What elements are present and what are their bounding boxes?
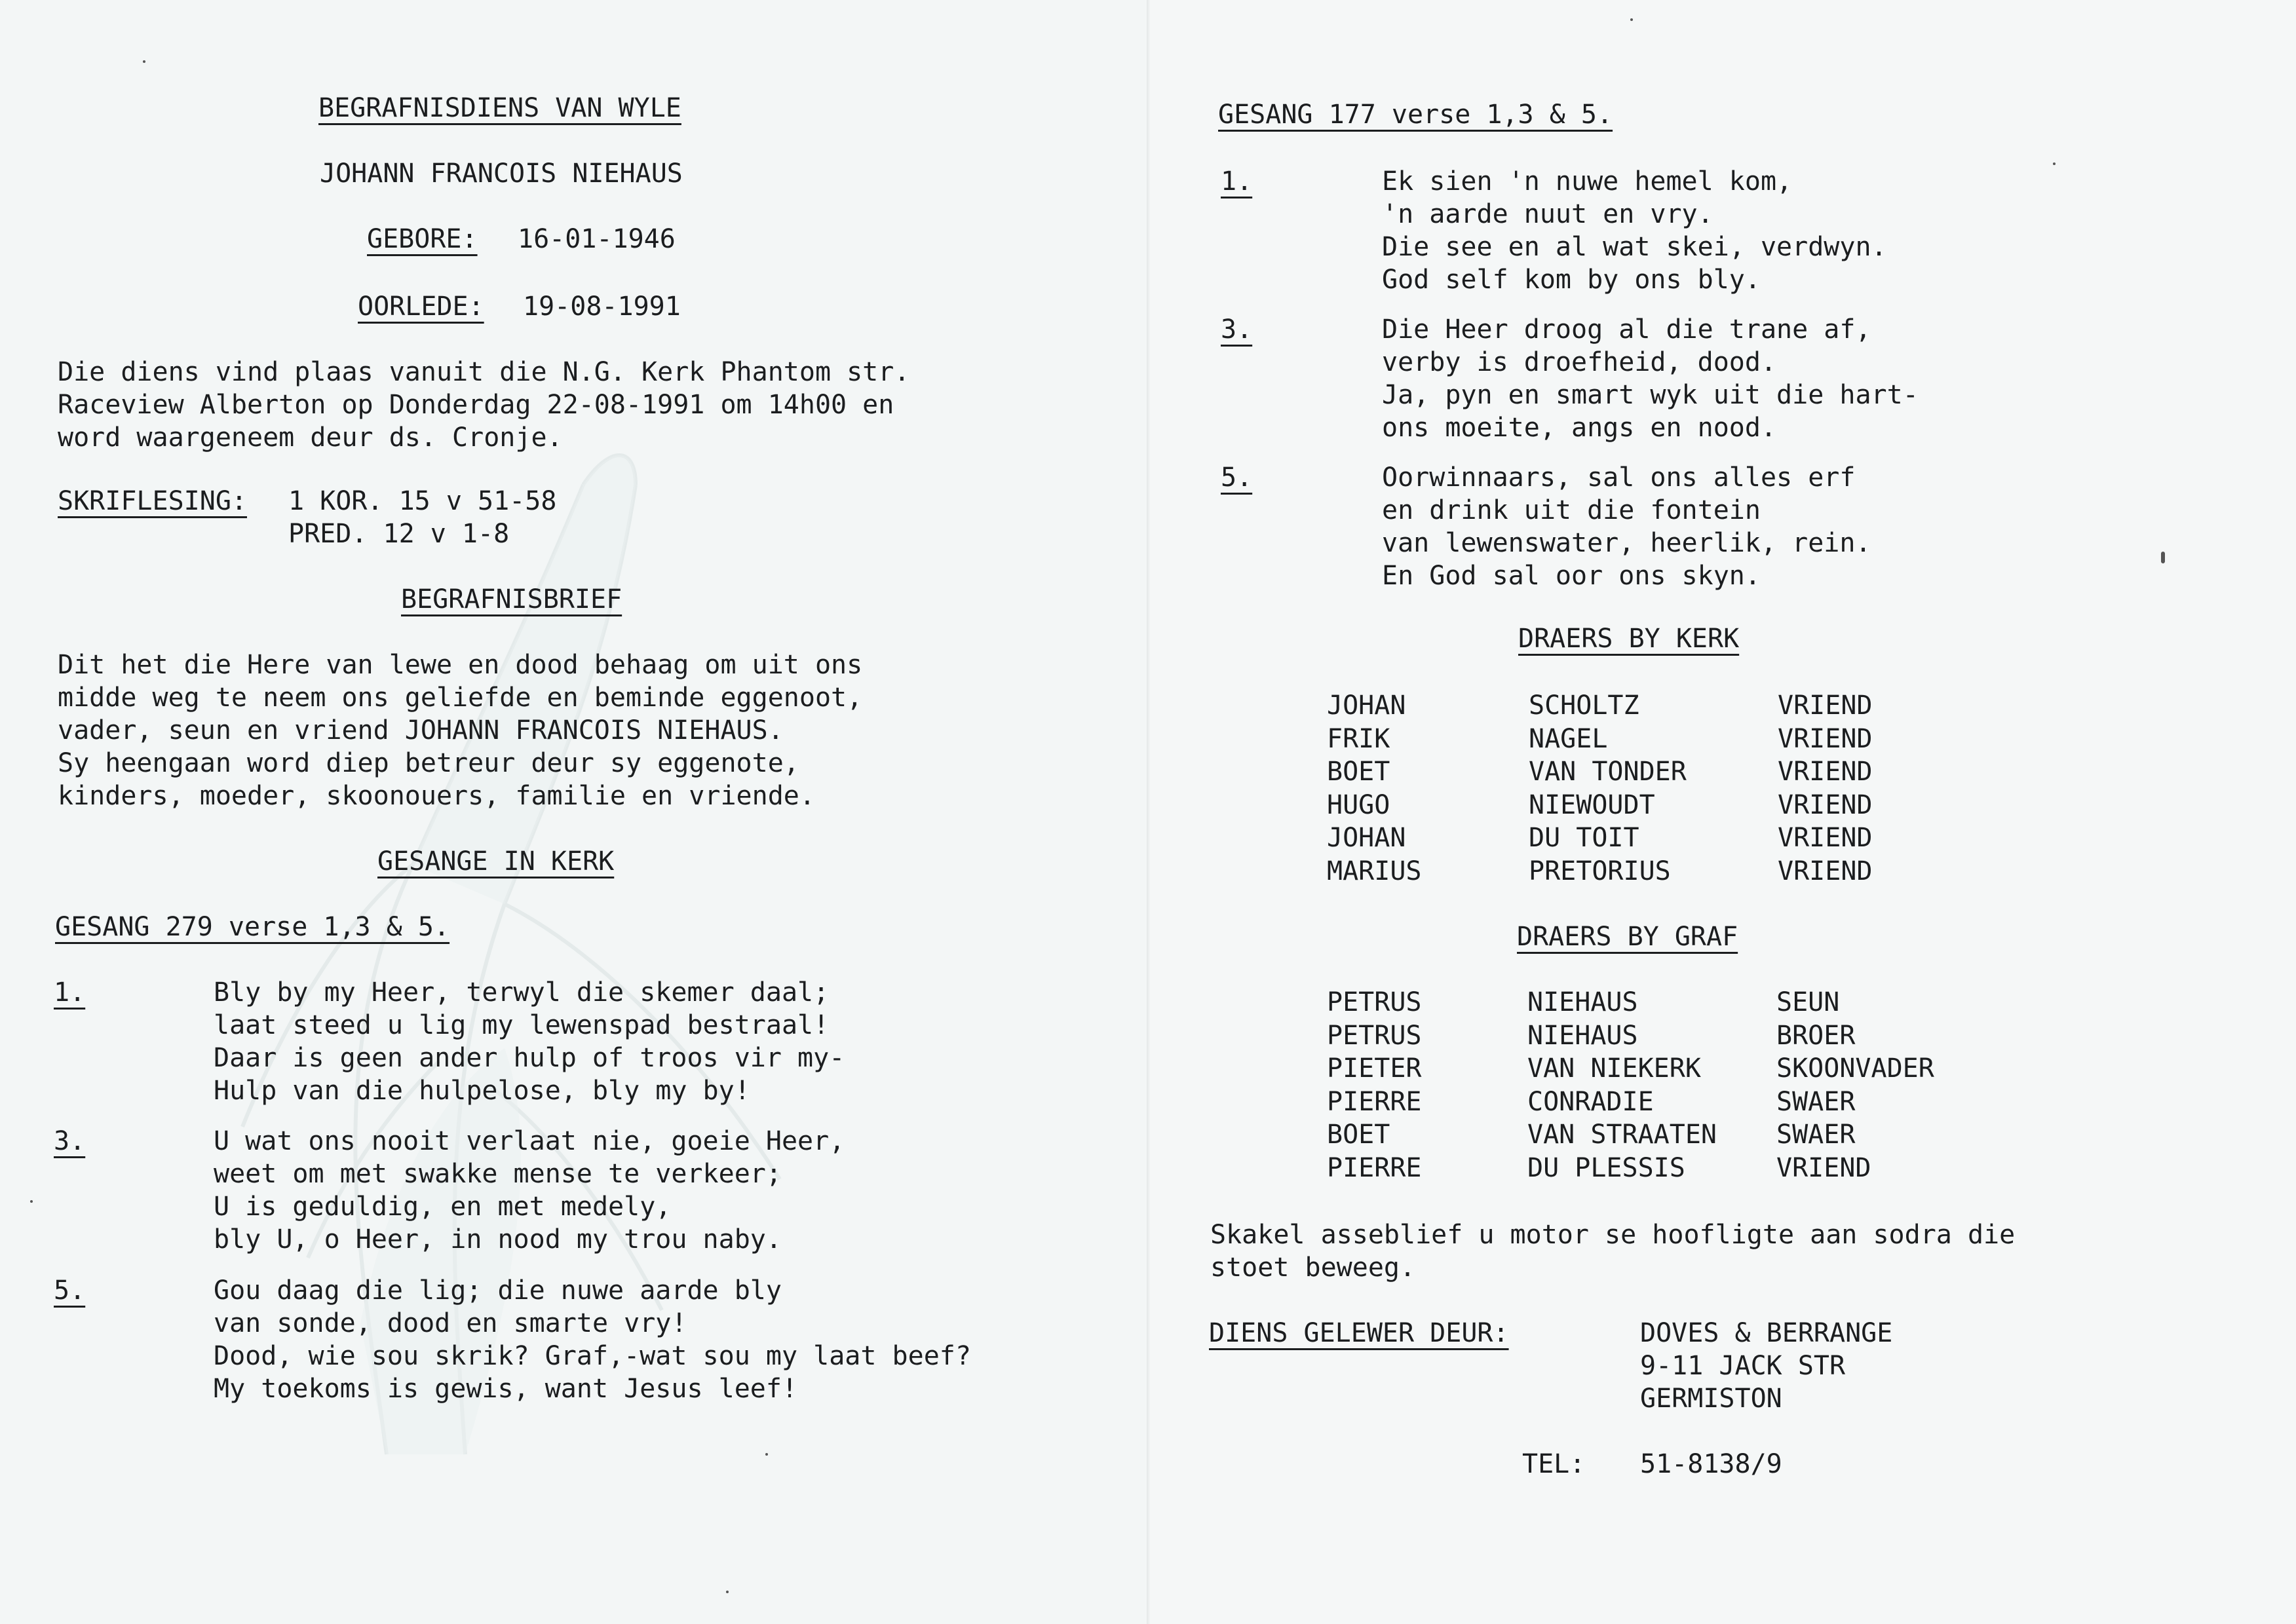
- died-date: 19-08-1991: [523, 292, 681, 322]
- service-title: BEGRAFNISDIENS VAN WYLE: [318, 93, 681, 123]
- paper-speck: [143, 60, 145, 63]
- funeral-letter-heading: BEGRAFNISBRIEF: [401, 584, 622, 614]
- grave-bearers-relations: SEUN BROER SKOONVADER SWAER SWAER VRIEND: [1776, 987, 1934, 1183]
- grave-bearers-surnames: NIEHAUS NIEHAUS VAN NIEKERK CONRADIE VAN STRAATEN DU PLESSIS: [1527, 987, 1717, 1183]
- grave-bearers-heading: DRAERS BY GRAF: [1517, 922, 1738, 952]
- hymn-279-verse-number-1: 1.: [54, 977, 86, 1008]
- deceased-name: JOHANN FRANCOIS NIEHAUS: [320, 159, 683, 189]
- paper-speck: [726, 1591, 729, 1593]
- paper-speck: [2161, 552, 2165, 563]
- hymn-279-verse-number-3: 3.: [54, 1126, 86, 1156]
- scripture-reading-label: SKRIFLESING:: [58, 486, 247, 516]
- undertaker-address: DOVES & BERRANGE 9-11 JACK STR GERMISTON: [1640, 1318, 1893, 1414]
- church-bearers-heading: DRAERS BY KERK: [1518, 624, 1740, 654]
- born-label: GEBORE:: [367, 224, 478, 254]
- hymn-177-verse-number-5: 5.: [1221, 463, 1253, 493]
- church-bearers-surnames: SCHOLTZ NAGEL VAN TONDER NIEWOUDT DU TOIT PRETORIUS: [1529, 690, 1687, 886]
- church-bearers-relations: VRIEND VRIEND VRIEND VRIEND VRIEND VRIEND: [1778, 690, 1873, 886]
- hymns-in-church-heading: GESANGE IN KERK: [377, 846, 615, 877]
- right-page: [1150, 0, 2296, 1624]
- born-date: 16-01-1946: [518, 224, 676, 254]
- paper-speck: [2053, 162, 2056, 165]
- hymn-177-verse-number-3: 3.: [1221, 314, 1253, 345]
- paper-speck: [30, 1200, 33, 1203]
- hymn-279-verse-number-5: 5.: [54, 1275, 86, 1306]
- hymn-177-verse-5: Oorwinnaars, sal ons alles erf en drink uit die fontein van lewenswater, heerlik, rein. En God sal oor ons skyn.: [1382, 463, 1871, 591]
- scripture-reading-1: 1 KOR. 15 v 51-58: [288, 486, 557, 516]
- hymn-177-verse-number-1: 1.: [1221, 166, 1253, 197]
- grave-bearers-first-names: PETRUS PETRUS PIETER PIERRE BOET PIERRE: [1327, 987, 1422, 1183]
- funeral-letter-text: Dit het die Here van lewe en dood behaag om uit ons midde weg te neem ons geliefde en beminde eggenoot, vader, seun en vriend JOHANN FRANCOIS NIEHAUS. Sy heengaan word diep betreur deur sy eggenote, kinders, moeder, skoonouers, familie en vriende.: [58, 650, 863, 811]
- hymn-279-verse-5: Gou daag die lig; die nuwe aarde bly van sonde, dood en smarte vry! Dood, wie sou skrik? Graf,-wat sou my laat beef? My toekoms is gewis, want Jesus leef!: [214, 1275, 971, 1404]
- church-bearers-first-names: JOHAN FRIK BOET HUGO JOHAN MARIUS: [1327, 690, 1422, 886]
- service-details: Die diens vind plaas vanuit die N.G. Kerk Phantom str. Raceview Alberton op Donderdag 22-08-1991 om 14h00 en word waargeneem deur ds. Cronje.: [58, 357, 910, 453]
- paper-speck: [1630, 18, 1633, 21]
- telephone-number: 51-8138/9: [1640, 1449, 1782, 1479]
- hymn-177-title: GESANG 177 verse 1,3 & 5.: [1218, 100, 1613, 130]
- hymn-177-verse-1: Ek sien 'n nuwe hemel kom, 'n aarde nuut en vry. Die see en al wat skei, verdwyn. God self kom by ons bly.: [1382, 166, 1887, 295]
- hymn-279-verse-3: U wat ons nooit verlaat nie, goeie Heer, weet om met swakke mense te verkeer; U is geduldig, en met medely, bly U, o Heer, in nood my trou naby.: [214, 1126, 845, 1255]
- paper-speck: [765, 1453, 768, 1456]
- hymn-279-verse-1: Bly by my Heer, terwyl die skemer daal; laat steed u lig my lewenspad bestraal! Daar is geen ander hulp of troos vir my- Hulp van die hulpelose, bly my by!: [214, 977, 845, 1106]
- headlights-note: Skakel asseblief u motor se hoofligte aan sodra die stoet beweeg.: [1210, 1220, 2016, 1283]
- service-by-label: DIENS GELEWER DEUR:: [1209, 1318, 1509, 1348]
- hymn-177-verse-3: Die Heer droog al die trane af, verby is droefheid, dood. Ja, pyn en smart wyk uit die hart- ons moeite, angs en nood.: [1382, 314, 1919, 443]
- scripture-reading-2: PRED. 12 v 1-8: [288, 519, 510, 549]
- telephone-label: TEL:: [1522, 1449, 1586, 1479]
- hymn-279-title: GESANG 279 verse 1,3 & 5.: [55, 912, 450, 942]
- died-label: OORLEDE:: [358, 292, 484, 322]
